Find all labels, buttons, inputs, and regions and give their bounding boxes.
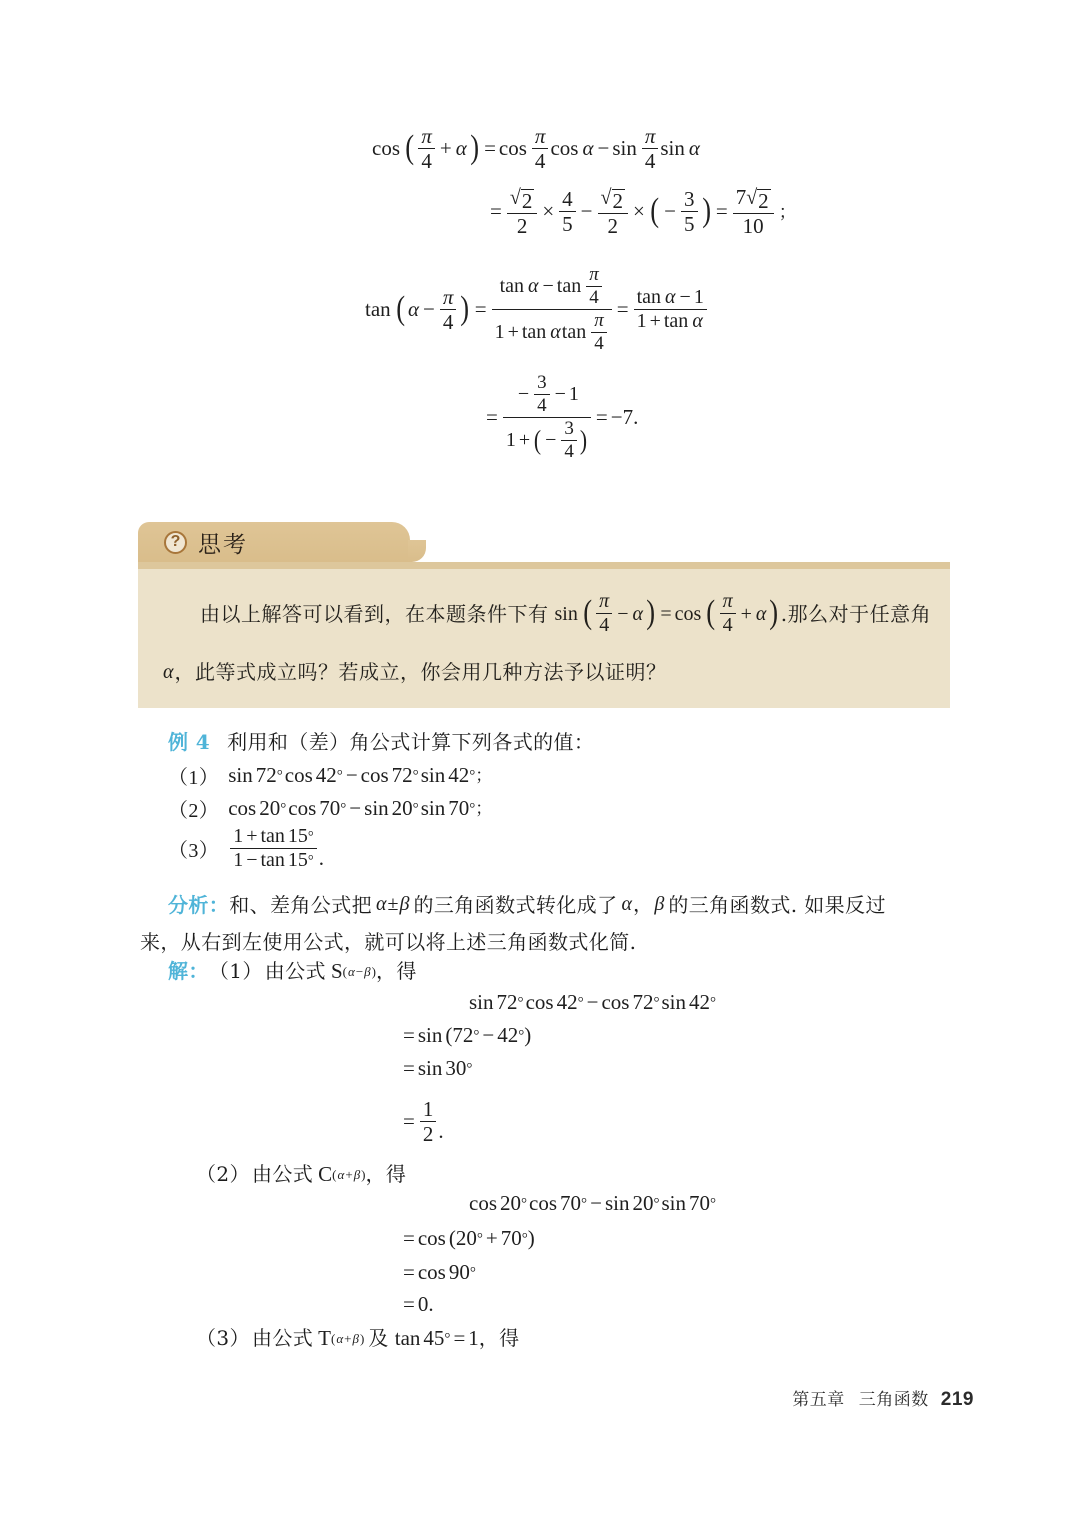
example-item-3 — [168, 826, 324, 871]
equals-sign: = — [403, 1292, 415, 1316]
one: 1 — [505, 428, 516, 451]
solution-1-step-4 — [403, 1098, 444, 1145]
angle: 72 — [632, 990, 654, 1014]
alpha-symbol: α — [550, 320, 561, 343]
nested-fraction — [503, 373, 591, 462]
cos-function: cos — [228, 796, 257, 820]
beta-symbol: β — [353, 1166, 361, 1182]
angle: 20 — [455, 1226, 477, 1250]
minus-operator: − — [590, 1191, 602, 1215]
minus-operator: − — [542, 274, 554, 297]
angle: 70 — [560, 1191, 582, 1215]
item-number: （3） — [168, 840, 220, 862]
example-title: 利用和（差）角公式计算下列各式的值： — [227, 730, 595, 754]
close-paren: ) — [469, 129, 479, 167]
alpha-symbol: α — [665, 285, 676, 308]
big-fraction-tan — [492, 265, 612, 354]
minus-operator: − — [423, 296, 435, 321]
semicolon: ； — [475, 766, 493, 785]
angle: 20 — [259, 796, 281, 820]
angle: 42 — [497, 1023, 519, 1047]
one: 1 — [636, 309, 647, 332]
equals-sign: = — [403, 1226, 415, 1250]
fraction-pi-4: $\frac{\pi}{4}$ — [720, 591, 736, 636]
plus-operator: + — [485, 1226, 498, 1250]
sin-function: sin — [364, 796, 389, 820]
angle: 70 — [500, 1226, 522, 1250]
result-value: −7. — [610, 404, 639, 429]
solution-part-1-header — [168, 955, 417, 984]
period: . — [438, 1119, 444, 1144]
close-paren: ) — [371, 963, 376, 979]
plus-operator: + — [507, 320, 519, 343]
denominator — [503, 418, 591, 462]
sin-function: sin — [420, 796, 446, 820]
minus-operator: − — [617, 602, 629, 625]
fraction-pi-4: $\frac{\pi}{4}$ — [642, 125, 659, 172]
comma: ， — [632, 891, 654, 916]
result-value: 0. — [417, 1292, 434, 1316]
fraction-4-over-5: $\frac{4}{5}$ — [559, 188, 576, 235]
item-number: （1） — [168, 767, 220, 789]
expression-2: cos 20 ° cos 70 ° − sin 20 ° sin 70 ° ； — [228, 796, 493, 820]
tan-function: tan — [561, 320, 587, 343]
sin-function: sin — [661, 990, 687, 1014]
tan-function: tan — [394, 1326, 421, 1350]
cos-function: cos — [284, 763, 313, 787]
numerator: 1 + tan 15 ° — [233, 825, 314, 847]
alpha-symbol: α — [632, 602, 643, 625]
beta-symbol: β — [654, 892, 665, 915]
analysis-label: 分析： — [168, 893, 230, 917]
analysis-text-a: 和、差角公式把 — [229, 893, 373, 917]
open-paren: ( — [330, 1330, 336, 1346]
plus-operator: + — [518, 428, 531, 451]
open-paren: ( — [448, 1226, 456, 1250]
angle: 45 — [423, 1326, 445, 1350]
analysis-line-2: 来，从右到左使用公式，就可以将上述三角函数式化简. — [140, 930, 637, 954]
fraction-tan15 — [230, 826, 316, 871]
angle: 15 — [287, 849, 308, 871]
angle: 20 — [391, 796, 413, 820]
formula-tail-text: ，得 — [376, 959, 417, 983]
equation-cos-expansion — [372, 125, 701, 172]
equals-sign: = — [474, 296, 487, 321]
alpha-symbol: α — [688, 136, 700, 161]
angle: 72 — [255, 763, 277, 787]
solution-part-3-header: （3） 由公式 T (α+β) 及 tan 45 ° = 1 ，得 — [196, 1322, 520, 1351]
alpha-symbol: α — [755, 602, 767, 625]
sin-function: sin — [228, 763, 253, 787]
solution-2-step-3: = cos 90 ° — [403, 1260, 476, 1284]
sin-function: sin — [417, 1023, 443, 1047]
angle: 42 — [689, 990, 711, 1014]
fraction-pi-4: $\frac{\pi}{4}$ — [586, 265, 602, 308]
one: 1 — [494, 320, 505, 343]
part-number: （2） — [196, 1162, 250, 1186]
formula-reference-C — [313, 1164, 365, 1185]
formula-tail-text: ，得 — [478, 1326, 520, 1350]
equals-sign: = — [403, 1056, 415, 1080]
equation-tan-numeric — [483, 373, 638, 462]
angle: 72 — [391, 763, 413, 787]
solution-1-step-1: sin 72 ° cos 42 ° − cos 72 ° sin 42 ° — [469, 990, 717, 1014]
sqrt-2: √ 2 — [509, 186, 533, 213]
tan-function: tan — [260, 825, 285, 847]
expression-1: sin 72 ° cos 42 ° − cos 72 ° sin 42 ° ； — [228, 763, 493, 787]
plus-operator: + — [439, 136, 452, 161]
negative-sign: − — [545, 428, 557, 451]
alpha-symbol: α — [455, 136, 467, 161]
equals-sign: = — [660, 602, 672, 625]
fraction-pi-4: $\frac{\pi}{4}$ — [418, 125, 435, 172]
angle: 72 — [496, 990, 518, 1014]
one: 1 — [233, 849, 244, 871]
fraction-3-over-4: $\frac{3}{4}$ — [561, 419, 577, 462]
cos-function: cos — [417, 1226, 446, 1250]
think-callout-box — [138, 522, 950, 708]
sin-function: sin — [661, 1191, 687, 1215]
plus-operator: + — [246, 825, 258, 847]
equals-sign: = — [403, 1023, 415, 1047]
solution-1-step-2: = sin ( 72 ° − 42 ° ) — [403, 1023, 532, 1047]
fraction-result: 7 √ 2 10 — [733, 186, 774, 237]
cos-function: cos — [525, 990, 554, 1014]
solution-label: 解： — [168, 959, 209, 983]
fraction-pi-4: $\frac{\pi}{4}$ — [591, 311, 607, 354]
think-box-title: 思考 — [198, 531, 248, 558]
formula-lead-text: 由公式 — [251, 1162, 314, 1186]
period: . — [318, 846, 324, 870]
sqrt-2: √ 2 — [600, 186, 623, 213]
close-paren: ) — [646, 594, 656, 632]
minus-operator: − — [482, 1023, 495, 1047]
sin-function: sin — [469, 990, 494, 1014]
semicolon: ； — [778, 201, 797, 222]
fraction-pi-4: $\frac{\pi}{4}$ — [532, 125, 549, 172]
angle: 70 — [689, 1191, 711, 1215]
equals-sign: = — [595, 404, 608, 429]
times-operator: × — [633, 199, 645, 224]
equals-sign: = — [715, 199, 728, 224]
equation-cos-numeric — [487, 186, 797, 237]
alpha-symbol: α — [582, 136, 594, 161]
close-paren: ) — [769, 594, 779, 632]
cos-function: cos — [288, 796, 317, 820]
alpha-symbol: α — [163, 661, 174, 683]
angle: 72 — [452, 1023, 474, 1047]
plus-operator: + — [344, 1330, 352, 1346]
alpha-symbol: α — [376, 892, 387, 915]
equals-sign: = — [616, 296, 629, 321]
example-item-2 — [168, 794, 492, 823]
cos-function: cos — [469, 1191, 497, 1215]
numerator — [497, 265, 607, 309]
plus-operator: + — [649, 309, 661, 332]
open-paren: ( — [706, 594, 716, 632]
open-paren: ( — [395, 290, 405, 328]
solution-2-step-4 — [403, 1294, 434, 1315]
close-paren: ) — [579, 425, 588, 456]
coefficient: 7 — [735, 185, 747, 209]
numerator — [512, 373, 582, 417]
alpha-symbol: α — [337, 1166, 345, 1182]
solution-2-step-2: = cos ( 20 ° + 70 ° ) — [403, 1226, 535, 1250]
think-text-lead: 由以上解答可以看到，在本题条件下有 — [200, 601, 549, 626]
open-paren: ( — [534, 425, 542, 456]
formula-symbol: S — [330, 959, 343, 983]
tan-function: tan — [636, 285, 662, 308]
equals-sign: = — [403, 1260, 415, 1284]
part-number: （3） — [196, 1326, 250, 1350]
one: 1 — [693, 285, 704, 308]
minus-operator: − — [345, 763, 358, 787]
analysis-text-c: 的三角函数式. 如果反过 — [668, 893, 886, 917]
plus-operator: + — [345, 1166, 353, 1182]
sin-function: sin — [554, 602, 578, 625]
fraction-one-half: $\frac{1}{2}$ — [420, 1098, 437, 1145]
footer-chapter: 第五章 — [792, 1390, 845, 1410]
denominator: 1 − tan 15 ° — [233, 849, 314, 871]
page-number: 219 — [940, 1389, 974, 1410]
denominator — [492, 310, 612, 354]
cos-function: cos — [550, 136, 579, 161]
close-paren: ) — [460, 290, 470, 328]
open-paren: ( — [650, 192, 659, 230]
sin-function: sin — [604, 1191, 630, 1215]
alpha-symbol: α — [336, 1330, 344, 1346]
close-paren: ) — [361, 1166, 366, 1182]
equals-sign: = — [403, 1109, 415, 1134]
think-question-text: ，此等式成立吗？若成立，你会用几种方法予以证明？ — [174, 660, 667, 684]
close-paren: ) — [524, 1023, 532, 1047]
think-text-tail: .那么对于任意角 — [780, 601, 932, 626]
tan-function: tan — [521, 320, 547, 343]
solution-part-2-header — [196, 1158, 406, 1187]
equals-sign: = — [486, 404, 498, 429]
alpha-symbol: α — [407, 296, 420, 321]
tan-function: tan — [663, 309, 689, 332]
angle: 20 — [632, 1191, 654, 1215]
example-label: 例 4 — [168, 730, 211, 754]
solution-2-step-1: cos 20 ° cos 70 ° − sin 20 ° sin 70 ° — [469, 1191, 717, 1215]
minus-operator: − — [355, 963, 364, 979]
one: 1 — [233, 825, 244, 847]
tan-function: tan — [260, 849, 285, 871]
close-paren: ) — [527, 1226, 535, 1250]
seven-sqrt-2: 7 √ 2 — [735, 185, 769, 213]
plus-operator: + — [740, 602, 752, 625]
angle: 42 — [315, 763, 337, 787]
angle: 70 — [448, 796, 470, 820]
formula-reference-T — [313, 1328, 364, 1349]
think-box-body — [138, 562, 950, 708]
think-line-1 — [162, 590, 932, 636]
close-paren: ) — [359, 1330, 365, 1346]
fraction-pi-4: $\frac{\pi}{4}$ — [596, 591, 612, 636]
times-operator: × — [542, 199, 555, 224]
fraction-pi-4: $\frac{\pi}{4}$ — [440, 286, 457, 333]
analysis-text-b: 的三角函数式转化成了 — [413, 893, 618, 917]
fraction-3-over-5: $\frac{3}{5}$ — [681, 188, 698, 235]
cos-function: cos — [498, 136, 527, 161]
numerator — [634, 287, 707, 309]
cos-function: cos — [601, 990, 630, 1014]
page-footer — [792, 1385, 974, 1411]
footer-section: 三角函数 — [858, 1390, 929, 1410]
alpha-symbol: α — [692, 309, 703, 332]
plus-minus-operator: ± — [387, 892, 399, 915]
part-number: （1） — [208, 959, 263, 983]
analysis-line-1 — [168, 889, 968, 918]
beta-symbol: β — [364, 963, 371, 979]
equals-sign: = — [484, 136, 496, 161]
formula-symbol: T — [318, 1326, 331, 1350]
fraction-3-over-4: $\frac{3}{4}$ — [534, 373, 550, 416]
formula-lead-text: 由公式 — [264, 959, 326, 983]
fraction-sqrt2-over-2: √ 2 2 — [598, 186, 628, 237]
formula-tail-text: ，得 — [365, 1162, 407, 1186]
sin-function: sin — [660, 136, 685, 161]
alpha-symbol: α — [347, 963, 355, 979]
item-number: （2） — [168, 800, 220, 822]
equals-sign: = — [490, 199, 502, 224]
tan-function: tan — [365, 296, 391, 321]
question-mark-icon: ? — [164, 531, 187, 554]
cos-function: cos — [529, 1191, 558, 1215]
analysis-block — [140, 889, 968, 955]
fraction-sqrt2-over-2: √ 2 2 — [507, 186, 537, 237]
open-paren: ( — [342, 963, 347, 979]
minus-operator: − — [586, 990, 599, 1014]
simplified-fraction — [634, 287, 707, 332]
angle: 42 — [448, 763, 470, 787]
cos-function: cos — [372, 136, 400, 161]
close-paren: ) — [701, 192, 711, 230]
beta-symbol: β — [352, 1330, 359, 1346]
open-paren: ( — [332, 1166, 337, 1182]
sin-function: sin — [612, 136, 637, 161]
negative-sign: − — [517, 382, 530, 405]
sin-function: sin — [417, 1056, 443, 1080]
angle: 15 — [287, 825, 308, 847]
negative-sign: − — [664, 199, 677, 224]
minus-operator: − — [246, 849, 258, 871]
formula-symbol: C — [318, 1162, 333, 1186]
think-box-header — [138, 522, 410, 562]
angle: 70 — [319, 796, 341, 820]
example-heading — [168, 726, 594, 755]
denominator — [634, 310, 707, 332]
equals-sign: = — [453, 1326, 466, 1350]
beta-symbol: β — [399, 892, 410, 915]
cos-function: cos — [674, 602, 702, 625]
formula-reference-S — [326, 961, 376, 982]
cos-function: cos — [360, 763, 389, 787]
conjunction-text: 及 — [368, 1326, 389, 1350]
one: 1 — [568, 382, 579, 405]
alpha-symbol: α — [621, 892, 632, 915]
formula-lead-text: 由公式 — [251, 1326, 314, 1350]
example-item-1 — [168, 761, 492, 790]
think-line-2 — [162, 662, 926, 682]
open-paren: ( — [583, 594, 592, 632]
solution-1-step-3: = sin 30 ° — [403, 1056, 473, 1080]
equation-tan-expansion — [365, 265, 709, 354]
alpha-symbol: α — [528, 274, 539, 297]
minus-operator: − — [349, 796, 362, 820]
tan-function: tan — [499, 274, 524, 297]
angle: 90 — [448, 1260, 470, 1284]
minus-operator: − — [580, 199, 593, 224]
minus-operator: − — [679, 285, 691, 308]
tan-function: tan — [556, 274, 582, 297]
angle: 30 — [445, 1056, 467, 1080]
angle: 42 — [556, 990, 578, 1014]
minus-operator: − — [597, 136, 610, 161]
open-paren: ( — [405, 129, 415, 167]
open-paren: ( — [445, 1023, 453, 1047]
sin-function: sin — [420, 763, 446, 787]
expression-3 — [228, 826, 324, 871]
minus-operator: − — [554, 382, 566, 405]
cos-function: cos — [417, 1260, 446, 1284]
angle: 20 — [500, 1191, 521, 1215]
semicolon: ； — [475, 799, 493, 818]
one: 1 — [468, 1326, 479, 1350]
